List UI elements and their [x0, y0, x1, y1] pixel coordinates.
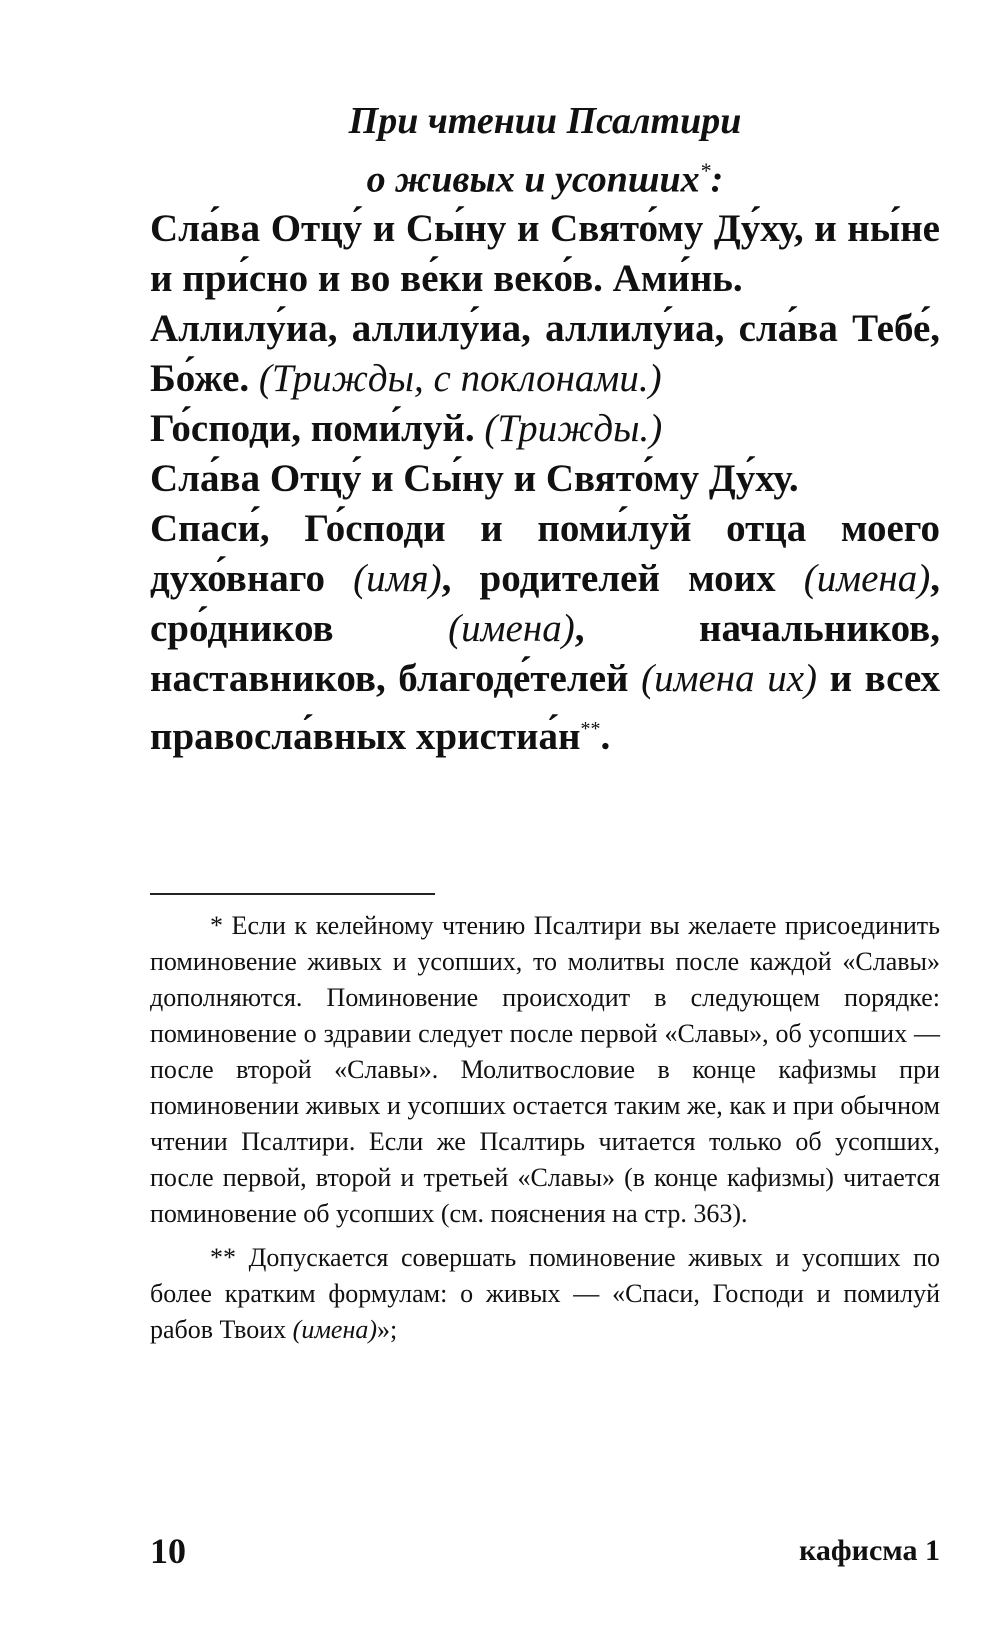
heading-footnote-mark: * [699, 158, 711, 183]
glory-paragraph-2 [150, 454, 940, 504]
footnote-2 [150, 1240, 940, 1348]
save-paragraph [150, 504, 940, 762]
glory-text-1: Сла́ва Отцу́ и Сы́ну и Свято́му Ду́ху, и ны́не и при́сно и во ве́ки веко́в. Ами́нь. [150, 207, 940, 300]
footnotes [150, 908, 940, 1356]
lord-have-mercy-text: Го́споди, поми́луй. [150, 407, 475, 450]
placeholder-name-4: (имена их) [641, 657, 817, 700]
heading-line-1: При чтении Псалтири [348, 100, 742, 142]
footnote-2-end: »; [377, 1315, 398, 1344]
glory-paragraph-1 [150, 204, 940, 304]
lord-have-mercy-rubric: (Трижды.) [484, 407, 663, 450]
save-text-c: , сро́дников [150, 557, 940, 650]
section-heading [150, 96, 940, 205]
alleluia-paragraph [150, 304, 940, 404]
heading-line-2 [150, 146, 940, 205]
alleluia-text: Аллилу́иа, аллилу́иа, аллилу́иа, сла́ва Тебе́, Бо́же. [150, 307, 940, 400]
heading-line-2-text: о живых и усопших [366, 158, 700, 201]
page-footer [150, 1530, 940, 1580]
lord-have-mercy-paragraph [150, 404, 940, 454]
footnote-1: * Если к келейному чтению Псалтири вы желаете присоединить поминовение живых и усопших, то молитвы после каждой «Славы» дополняются. Поминовение происходит в следующем порядке: поминовение о здравии следует после первой «Славы», об усопших — после второй «Славы». Молитвословие в конце кафизмы при поминовении живых и усопших остается таким же, как и при обычном чтении Псалтири. Если же Псалтирь читается только об усопших, после первой, второй и третьей «Славы» (в конце кафизмы) читается поминовение об усопших (см. пояснения на стр. 363). [150, 911, 940, 1228]
prayer-text [150, 204, 940, 762]
save-text-e: и всех правосла́вных христиа́н [150, 657, 940, 758]
placeholder-name-3: (имена) [448, 607, 575, 650]
footnote-2-text: ** Допускается совершать поминовение живых и усопших по более кратким формулам: о живых — «Спаси, Господи и помилуй рабов Твоих [150, 1243, 940, 1344]
heading-colon: : [710, 158, 724, 201]
save-text-a: Спаси́, Го́споди и поми́луй отца моего духо́внаго [150, 507, 940, 600]
placeholder-name-2: (имена) [803, 557, 931, 600]
placeholder-name-1: (имя) [353, 557, 442, 600]
glory-text-2: Сла́ва Отцу́ и Сы́ну и Свято́му Ду́ху. [150, 457, 799, 500]
save-text-end: . [600, 715, 611, 758]
save-footnote-mark: ** [580, 718, 601, 740]
running-title: кафисма 1 [799, 1534, 940, 1567]
footnote-2-placeholder: (имена) [292, 1315, 378, 1344]
page-number: 10 [150, 1531, 186, 1571]
footnote-separator [150, 893, 435, 895]
save-text-b: , родителей моих [441, 557, 804, 600]
alleluia-rubric: (Трижды, с поклонами.) [258, 357, 662, 400]
save-text-d: , начальников, наставников, благоде́телей [150, 607, 940, 700]
